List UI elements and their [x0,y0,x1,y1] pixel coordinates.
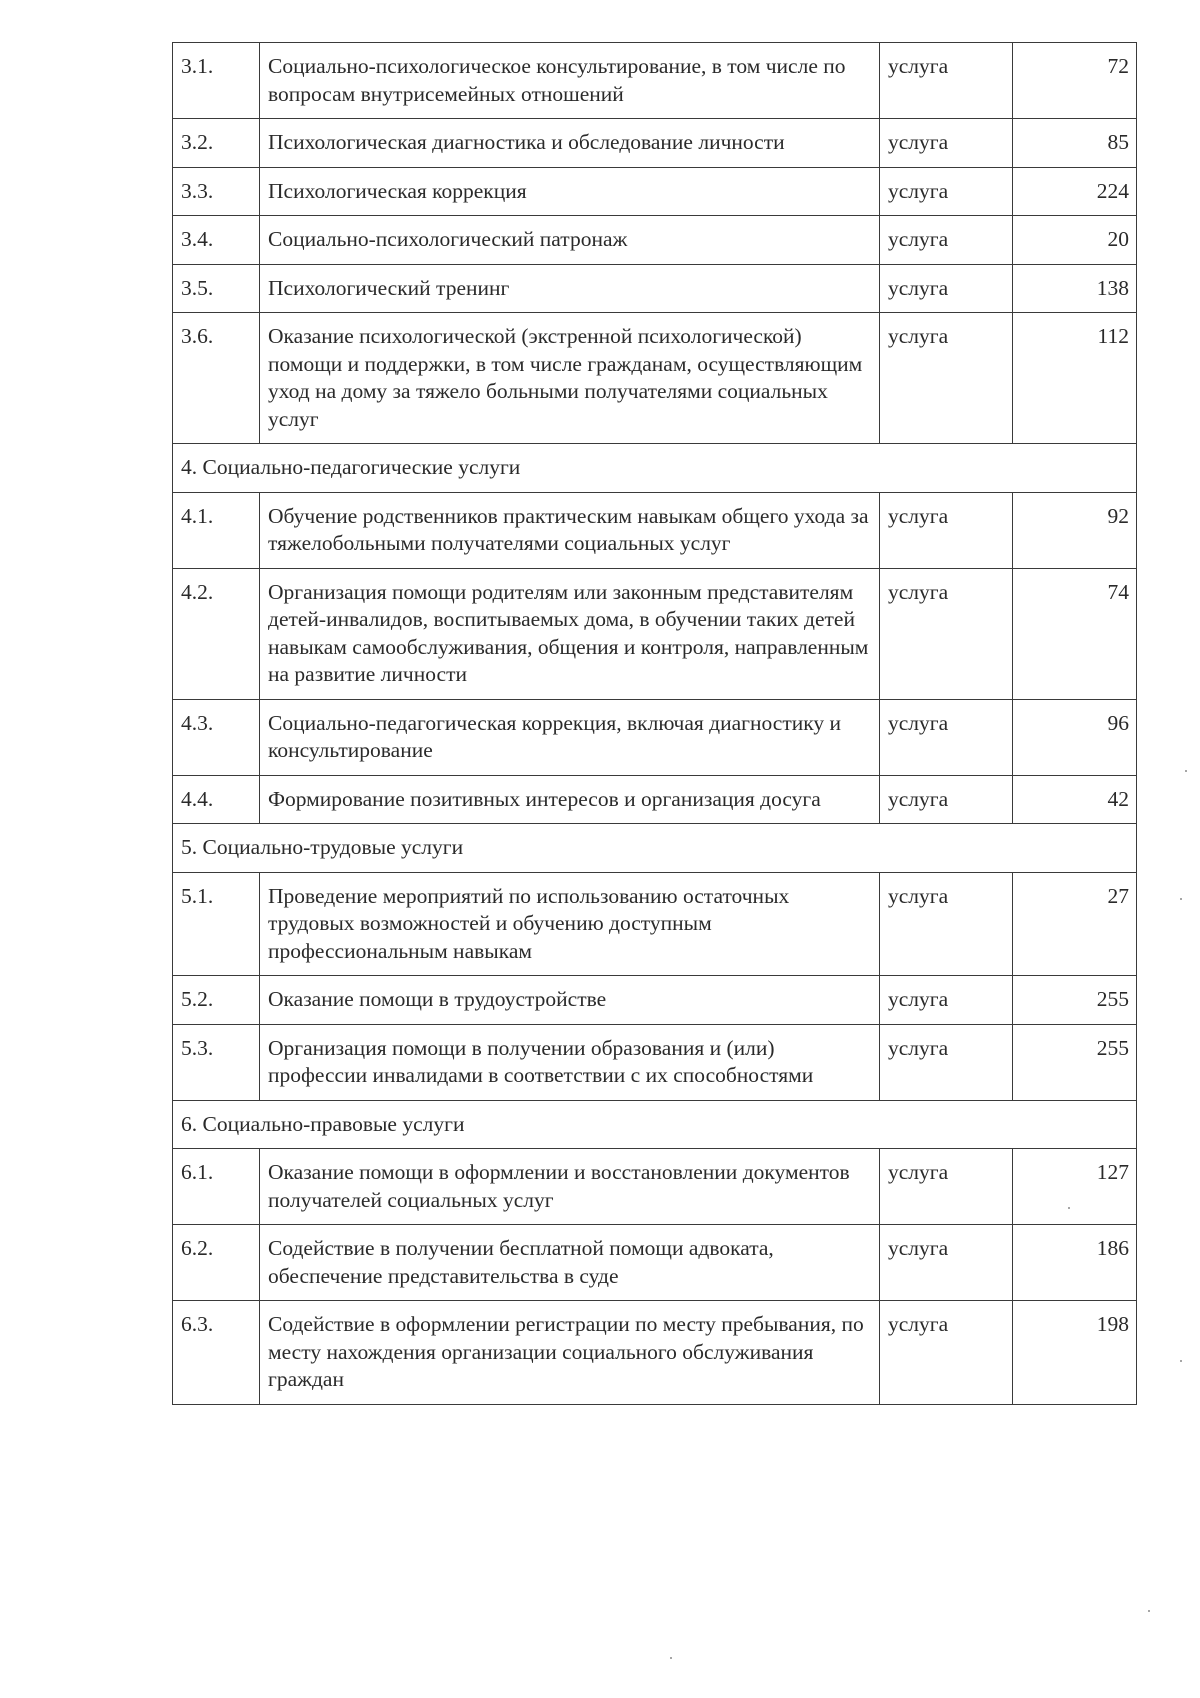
section-title: 5. Социально-трудовые услуги [173,824,1137,873]
table-row [173,43,1137,119]
unit-of-measure: услуга [880,43,1013,119]
row-number: 3.6. [173,313,260,444]
unit-of-measure: услуга [880,976,1013,1025]
row-number: 6.1. [173,1149,260,1225]
service-quantity: 72 [1013,43,1137,119]
section-title: 6. Социально-правовые услуги [173,1100,1137,1149]
scan-speck [1068,1207,1070,1209]
unit-of-measure: услуга [880,492,1013,568]
table-row [173,699,1137,775]
row-number: 5.2. [173,976,260,1025]
service-quantity: 85 [1013,119,1137,168]
section-header-row [173,824,1137,873]
service-quantity: 92 [1013,492,1137,568]
unit-of-measure: услуга [880,1149,1013,1225]
service-quantity: 20 [1013,216,1137,265]
section-header-row [173,1100,1137,1149]
service-name: Психологический тренинг [260,264,880,313]
service-quantity: 255 [1013,976,1137,1025]
table-row [173,976,1137,1025]
table-row [173,119,1137,168]
scan-speck [1185,770,1187,772]
table-row [173,313,1137,444]
service-name: Социально-психологический патронаж [260,216,880,265]
service-name: Оказание психологической (экстренной психологической) помощи и поддержки, в том числе гражданам, осуществляющим уход на дому за тяжело больными получателями социальных услуг [260,313,880,444]
service-name: Социально-психологическое консультирование, в том числе по вопросам внутрисемейных отношений [260,43,880,119]
service-quantity: 42 [1013,775,1137,824]
section-title: 4. Социально-педагогические услуги [173,444,1137,493]
row-number: 3.3. [173,167,260,216]
service-name: Проведение мероприятий по использованию остаточных трудовых возможностей и обучению доступным профессиональным навыкам [260,872,880,976]
table-row [173,264,1137,313]
table-row [173,1225,1137,1301]
table-row [173,872,1137,976]
service-quantity: 138 [1013,264,1137,313]
table-row [173,775,1137,824]
scan-speck [1148,1610,1150,1612]
row-number: 6.3. [173,1301,260,1405]
scan-speck [1180,1360,1182,1362]
table-row [173,1149,1137,1225]
service-name: Оказание помощи в оформлении и восстановлении документов получателей социальных услуг [260,1149,880,1225]
row-number: 3.2. [173,119,260,168]
service-quantity: 224 [1013,167,1137,216]
services-table-body [173,43,1137,1405]
row-number: 3.4. [173,216,260,265]
unit-of-measure: услуга [880,699,1013,775]
service-name: Формирование позитивных интересов и организация досуга [260,775,880,824]
table-row [173,492,1137,568]
section-header-row [173,444,1137,493]
unit-of-measure: услуга [880,119,1013,168]
service-quantity: 96 [1013,699,1137,775]
row-number: 4.1. [173,492,260,568]
service-quantity: 74 [1013,568,1137,699]
service-quantity: 186 [1013,1225,1137,1301]
unit-of-measure: услуга [880,313,1013,444]
service-quantity: 198 [1013,1301,1137,1405]
row-number: 4.4. [173,775,260,824]
unit-of-measure: услуга [880,1024,1013,1100]
unit-of-measure: услуга [880,1301,1013,1405]
service-quantity: 112 [1013,313,1137,444]
table-row [173,568,1137,699]
unit-of-measure: услуга [880,872,1013,976]
row-number: 4.2. [173,568,260,699]
row-number: 5.1. [173,872,260,976]
table-row [173,167,1137,216]
row-number: 5.3. [173,1024,260,1100]
scan-speck [670,1657,672,1659]
service-quantity: 27 [1013,872,1137,976]
service-name: Социально-педагогическая коррекция, включая диагностику и консультирование [260,699,880,775]
row-number: 3.1. [173,43,260,119]
service-name: Организация помощи родителям или законным представителям детей-инвалидов, воспитываемых дома, в обучении таких детей навыкам самообслуживания, общения и контроля, направленным на развитие личности [260,568,880,699]
service-name: Оказание помощи в трудоустройстве [260,976,880,1025]
unit-of-measure: услуга [880,216,1013,265]
row-number: 3.5. [173,264,260,313]
table-row [173,1024,1137,1100]
unit-of-measure: услуга [880,264,1013,313]
service-name: Обучение родственников практическим навыкам общего ухода за тяжелобольными получателями социальных услуг [260,492,880,568]
service-name: Психологическая диагностика и обследование личности [260,119,880,168]
service-name: Организация помощи в получении образования и (или) профессии инвалидами в соответствии с их способностями [260,1024,880,1100]
services-table [172,42,1137,1405]
service-quantity: 255 [1013,1024,1137,1100]
service-name: Содействие в получении бесплатной помощи адвоката, обеспечение представительства в суде [260,1225,880,1301]
unit-of-measure: услуга [880,167,1013,216]
table-row [173,1301,1137,1405]
service-quantity: 127 [1013,1149,1137,1225]
service-name: Психологическая коррекция [260,167,880,216]
row-number: 6.2. [173,1225,260,1301]
service-name: Содействие в оформлении регистрации по месту пребывания, по месту нахождения организации социального обслуживания граждан [260,1301,880,1405]
scan-speck [1180,898,1182,900]
table-row [173,216,1137,265]
row-number: 4.3. [173,699,260,775]
unit-of-measure: услуга [880,775,1013,824]
unit-of-measure: услуга [880,568,1013,699]
unit-of-measure: услуга [880,1225,1013,1301]
